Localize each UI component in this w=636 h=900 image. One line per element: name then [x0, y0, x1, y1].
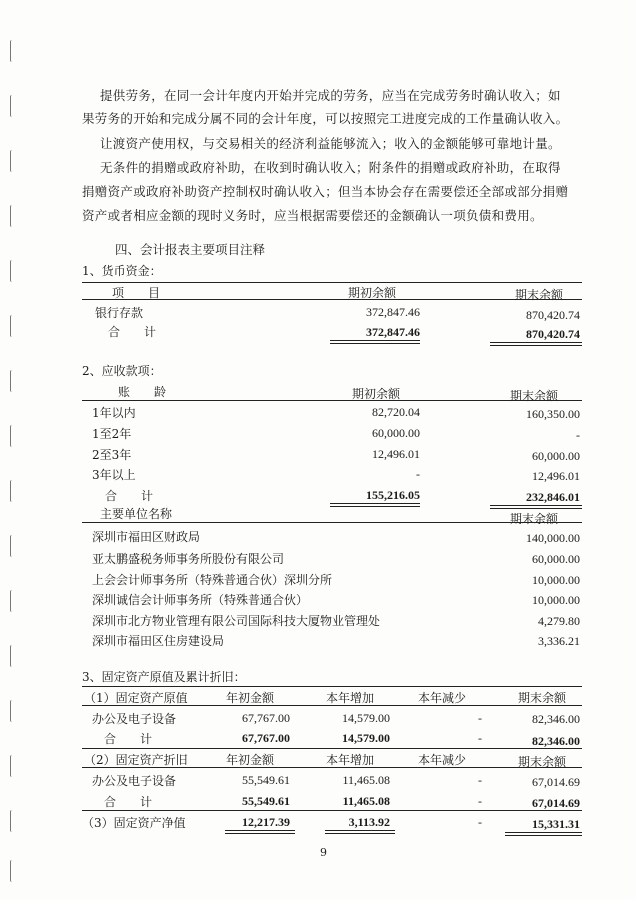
fa-row-name: 办公及电子设备: [92, 712, 177, 726]
cash-total-end: 870,420.74: [526, 327, 580, 341]
net-end: 15,331.31: [532, 817, 580, 831]
cash-row-end: 870,420.74: [526, 308, 580, 322]
rec-row-end: -: [576, 428, 580, 442]
dep-row-name: 办公及电子设备: [92, 774, 177, 788]
fa-row-reduce: -: [478, 711, 482, 725]
receivables-title: 2、应收款项：: [82, 364, 162, 378]
rule: [82, 767, 582, 768]
dep-row-add: 11,465.08: [342, 773, 390, 787]
unit-end: 4,279.80: [538, 614, 580, 628]
fa-total-begin: 67,767.00: [242, 731, 290, 745]
rec-row-begin: 12,496.01: [372, 447, 420, 461]
rec-header-end: 期末余额: [510, 389, 559, 403]
fa-row-begin: 67,767.00: [242, 711, 290, 725]
rec-row-name: 2至3年: [92, 448, 132, 462]
rule: [505, 835, 582, 836]
unit-name: 深圳市福田区财政局: [92, 530, 201, 544]
rec-row-begin: -: [416, 467, 420, 481]
paragraph-line: 让渡资产使用权，与交易相关的经济利益能够流入；收入的金额能够可靠地计量。: [100, 136, 561, 151]
rule: [225, 830, 295, 831]
cash-row-begin: 372,847.46: [366, 305, 420, 319]
rec-header-begin: 期初余额: [352, 387, 401, 401]
cash-total-begin: 372,847.46: [366, 325, 420, 339]
dep-row-reduce: -: [478, 773, 482, 787]
rec-total-end: 232,846.01: [526, 490, 580, 504]
binder-edge: [0, 0, 20, 900]
unit-name: 深圳市北方物业管理有限公司国际科技大厦物业管理处: [92, 614, 381, 628]
unit-name: 深圳诚信会计师事务所（特殊普通合伙）: [92, 593, 309, 607]
cash-total-name: 合 计: [108, 325, 157, 339]
fa-header-label: （1）固定资产原值: [84, 691, 188, 705]
dep-header-reduce: 本年减少: [418, 753, 467, 767]
paragraph-line: 无条件的捐赠或政府补助，在收到时确认收入；附条件的捐赠或政府补助，在取得: [100, 160, 561, 175]
rule: [490, 508, 582, 509]
fa-total-reduce: -: [478, 731, 482, 745]
dep-row-end: 67,014.69: [532, 775, 580, 789]
dep-total-add: 11,465.08: [342, 794, 390, 808]
rule: [82, 748, 582, 749]
rec-row-begin: 60,000.00: [372, 426, 420, 440]
rec-row-end: 160,350.00: [526, 407, 580, 421]
rec-row-name: 1至2年: [92, 427, 132, 441]
cash-header-item: 项 目: [112, 286, 161, 300]
paragraph-line: 捐赠资产或政府补助资产控制权时确认收入；但当本协会存在需要偿还全部或部分捐赠: [82, 184, 569, 199]
paragraph-line: 提供劳务，在同一会计年度内开始并完成的劳务，应当在完成劳务时确认收入；如: [100, 88, 561, 103]
rec-total-begin: 155,216.05: [366, 488, 420, 502]
cash-header-end: 期末余额: [515, 288, 564, 302]
rule: [490, 505, 582, 506]
fa-header-end: 期末余额: [518, 691, 567, 705]
rule: [325, 830, 395, 831]
rule: [325, 833, 395, 834]
rule: [490, 342, 582, 343]
rule: [82, 705, 582, 706]
rec-row-begin: 82,720.04: [372, 405, 420, 419]
paragraph-line: 资产或者相应金额的现时义务时，应当根据需要偿还的金额确认一项负债和费用。: [82, 208, 543, 223]
rec-total-name: 合 计: [105, 489, 154, 503]
cash-title: 1、货币资金：: [82, 264, 162, 278]
rule: [82, 400, 582, 401]
unit-end: 3,336.21: [538, 634, 580, 648]
unit-name: 深圳市福田区住房建设局: [92, 634, 225, 648]
dep-total-end: 67,014.69: [532, 796, 580, 810]
rec-row-name: 1年以内: [92, 406, 136, 420]
cash-header-begin: 期初余额: [348, 286, 397, 300]
fa-header-begin: 年初金额: [226, 691, 275, 705]
dep-total-name: 合 计: [104, 795, 153, 809]
cash-row-name: 银行存款: [95, 306, 144, 320]
dep-row-begin: 55,549.61: [242, 773, 290, 787]
paragraph-line: 果劳务的开始和完成分属不同的会计年度，可以按照完工进度完成的工作量确认收入。: [82, 111, 569, 126]
dep-header-label: （2）固定资产折旧: [84, 753, 188, 767]
rule: [82, 686, 582, 687]
unit-end: 10,000.00: [532, 593, 580, 607]
fa-header-reduce: 本年减少: [418, 691, 467, 705]
rule: [82, 810, 582, 811]
dep-header-add: 本年增加: [326, 753, 375, 767]
units-header-end: 期末余额: [510, 512, 559, 526]
unit-name: 亚太鹏盛税务师事务所股份有限公司: [92, 552, 285, 566]
dep-header-begin: 年初金额: [226, 753, 275, 767]
rule: [330, 340, 420, 341]
rec-row-name: 3年以上: [92, 468, 136, 482]
page-number: 9: [320, 846, 327, 859]
dep-header-end: 期末余额: [518, 755, 567, 769]
rule: [330, 343, 420, 344]
rec-header-item: 账 龄: [118, 385, 167, 399]
fa-total-name: 合 计: [104, 732, 153, 746]
fa-total-add: 14,579.00: [342, 731, 390, 745]
rule: [330, 503, 420, 504]
net-add: 3,113.92: [348, 815, 390, 829]
fa-row-add: 14,579.00: [342, 711, 390, 725]
rule: [82, 299, 582, 300]
net-begin: 12,217.39: [242, 815, 290, 829]
rec-row-end: 12,496.01: [532, 469, 580, 483]
rule: [82, 522, 582, 523]
rule: [225, 833, 295, 834]
net-label: （3）固定资产净值: [82, 816, 186, 830]
rule: [490, 345, 582, 346]
fa-row-end: 82,346.00: [532, 712, 580, 726]
rule: [505, 832, 582, 833]
dep-total-begin: 55,549.61: [242, 794, 290, 808]
section-title: 四、会计报表主要项目注释: [115, 242, 266, 257]
fa-header-add: 本年增加: [326, 691, 375, 705]
unit-end: 10,000.00: [532, 573, 580, 587]
unit-end: 140,000.00: [526, 531, 580, 545]
rec-row-end: 60,000.00: [532, 449, 580, 463]
fixed-title: 3、固定资产原值及累计折旧：: [82, 670, 246, 684]
rule: [330, 506, 420, 507]
unit-end: 60,000.00: [532, 552, 580, 566]
net-reduce: -: [478, 815, 482, 829]
dep-total-reduce: -: [478, 794, 482, 808]
unit-name: 上会会计师事务所（特殊普通合伙）深圳分所: [92, 573, 333, 587]
rule: [82, 282, 582, 283]
units-header-name: 主要单位名称: [100, 507, 173, 521]
fa-total-end: 82,346.00: [532, 734, 580, 748]
